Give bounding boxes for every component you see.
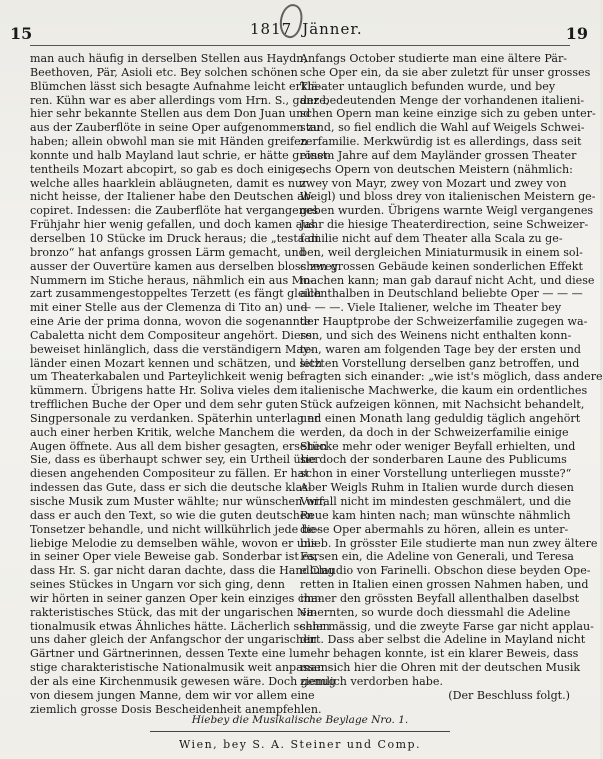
text-line: sche Oper ein, da sie aber zuletzt für unser grosses xyxy=(300,65,591,79)
imprint: Wien, bey S. A. Steiner und Comp. xyxy=(178,738,422,751)
text-line: Reue kam hinten nach; man wünschte nähmlich xyxy=(300,508,571,522)
text-line: indessen das Gute, dass er sich die deutsche klas- xyxy=(30,481,312,495)
text-line: tionalmusik etwas Ähnliches hätte. Lächerlich schien xyxy=(30,619,330,633)
text-line: einernten, so wurde doch diessmahl die Adeline xyxy=(300,605,571,619)
text-line: der Hauptprobe der Schweizerfamilie zugegen wa- xyxy=(300,315,588,329)
text-line: Blümchen lässt sich besagte Aufnahme leicht erklä- xyxy=(30,79,322,93)
text-line: — — —. Viele Italiener, welche im Theater bey xyxy=(300,301,562,315)
text-line: Singpersonale zu verdanken. Späterhin unterlag er xyxy=(30,411,320,425)
text-line: werden, da doch in der Schweizerfamilie einige xyxy=(300,425,569,439)
text-line: Gärtner und Gärtnerinnen, dessen Texte eine lu- xyxy=(30,647,304,661)
text-line: ziemlich verdorben habe. xyxy=(300,674,443,688)
text-line: bronzo“ hat anfangs grossen Lärm gemacht, und xyxy=(30,245,306,259)
text-line: mehr behagen konnte, ist ein klarer Beweis, dass xyxy=(300,647,579,661)
text-line: Farsen ein, die Adeline von Generali, und Teresa xyxy=(300,550,574,564)
text-line: man auch häufig in derselben Stellen aus Haydn, xyxy=(30,52,307,65)
text-line: Tonsetzer behandle, und nicht willkührlich jede be- xyxy=(30,522,320,536)
text-line: Aber Weigls Ruhm in Italien wurde durch diesen xyxy=(300,481,574,495)
text-line: ben, weil dergleichen Miniaturmusik in einem sol- xyxy=(300,245,583,259)
text-line: Cabaletta nicht dem Compositeur angehört. Diess xyxy=(30,328,312,342)
text-line: ren, und sich des Weinens nicht enthalten konn- xyxy=(300,328,572,342)
closing-note: (Der Beschluss folgt.) xyxy=(448,688,570,702)
footer-note: Hiebey die Musikalische Beylage Nro. 1. xyxy=(191,714,409,726)
text-line: zwey von Mayr, zwey von Mozart und zwey von xyxy=(300,176,567,190)
text-line: chen grossen Gebäude keinen sonderlichen Effekt xyxy=(300,259,583,273)
text-line: nicht heisse, der Italiener habe den Deutschen ab- xyxy=(30,190,315,204)
text-line: familie nicht auf dem Theater alla Scala zu ge- xyxy=(300,231,563,245)
text-line: um Theaterkabalen und Parteylichkeit wenig be- xyxy=(30,370,305,384)
text-line: Sie, dass es überhaupt schwer sey, ein Urtheil über xyxy=(30,453,320,467)
text-line: geben wurden. Übrigens warnte Weigl vergangenes xyxy=(300,204,594,218)
text-line: dass Hr. S. gar nicht daran dachte, dass die Handlung xyxy=(30,564,335,578)
text-line: sechs Opern von deutschen Meistern (nähmlich: xyxy=(300,162,573,176)
header-rule xyxy=(30,45,570,46)
text-line: retten in Italien einen grossen Nahmen haben, und xyxy=(300,578,589,592)
text-line: ausser der Ouvertüre kamen aus derselben bloss zwey xyxy=(30,259,339,273)
page-number-right: 19 xyxy=(565,24,588,43)
page-number-left: 15 xyxy=(10,24,33,43)
text-line: diese Oper abermahls zu hören, allein es unter- xyxy=(300,522,569,536)
text-line: einem Jahre auf dem Mayländer grossen Theater xyxy=(300,148,577,162)
text-line: konnte und halb Mayland laut schrie, er hätte grösst- xyxy=(30,148,331,162)
text-line: trefflichen Buche der Oper und dem sehr guten xyxy=(30,398,299,412)
text-line: stige charakteristische Nationalmusik weit anpassen- xyxy=(30,661,332,675)
text-line: Stück aufzeigen können, mit Nachsicht behandelt, xyxy=(300,398,585,412)
text-line: Frühjahr hier wenig gefallen, und doch kamen aus xyxy=(30,218,316,232)
text-line: schen Opern man keine einzige sich zu geben unter- xyxy=(300,107,596,121)
text-line: Vorfall nicht im mindesten geschmälert, und die xyxy=(300,495,572,508)
text-line: dass er auch den Text, so wie die guten deutschen xyxy=(30,508,314,522)
text-line: e Claudio von Farinelli. Obschon diese beyden Ope- xyxy=(300,564,591,578)
text-line: ziemlich grosse Dosis Bescheidenheit anempfehlen. xyxy=(30,702,322,716)
text-line: wir hörten in seiner ganzen Oper kein einziges cha- xyxy=(30,591,322,605)
text-line: auch einer herben Kritik, welche Manchem die xyxy=(30,425,295,439)
text-line: immer den grössten Beyfall allenthalben daselbst xyxy=(300,591,580,605)
text-line: derselben 10 Stücke im Druck heraus; die „testa di xyxy=(30,231,319,245)
text-line: Jahr die hiesige Theaterdirection, seine Schweizer- xyxy=(300,218,589,232)
text-line: haben; allein obwohl man sie mit Händen greifen xyxy=(30,135,308,149)
text-line: diesen angehenden Compositeur zu fällen. Er hat xyxy=(30,467,309,481)
text-line: tentheils Mozart abcopirt, so gab es doch einige, xyxy=(30,162,306,176)
text-line: zart zusammengestoppeltes Terzett (es fängt gleich xyxy=(30,287,322,301)
page-header xyxy=(0,2,600,42)
text-line: Theater untauglich befunden wurde, und bey xyxy=(300,79,556,93)
text-line: länder einen Mozart kennen und schätzen, und sich xyxy=(30,356,323,370)
text-line: eine Arie der prima donna, wovon die sogenannte xyxy=(30,315,311,329)
text-line: blieb. In grösster Eile studierte man nun zwey ältere xyxy=(300,536,598,550)
text-line: stand, so fiel endlich die Wahl auf Weigels Schwei- xyxy=(300,121,585,135)
text-line: ten, waren am folgenden Tage bey der ersten und xyxy=(300,342,581,356)
text-line: italienische Machwerke, die kaum ein ordentliches xyxy=(300,384,588,398)
text-line: dirt. Dass aber selbst die Adeline in Mayland nicht xyxy=(300,633,586,647)
text-line: und einen Monath lang geduldig täglich angehört xyxy=(300,411,581,425)
text-line: beweiset hinlänglich, dass die verständigern May- xyxy=(30,342,313,356)
text-line: seines Stückes in Ungarn vor sich ging, denn xyxy=(30,578,285,592)
text-line: letzten Vorstellung derselben ganz betroffen, und xyxy=(300,356,580,370)
text-line: liebige Melodie zu demselben wähle, wovon er uns xyxy=(30,536,317,550)
text-line: zerfamilie. Merkwürdig ist es allerdings, dass seit xyxy=(300,135,582,149)
text-line: welche alles haarklein abläugneten, damit es nur xyxy=(30,176,308,190)
text-line: sie doch der sonderbaren Laune des Publicums xyxy=(300,453,567,467)
left-column xyxy=(30,52,339,717)
text-line: in seiner Oper viele Beweise gab. Sonderbar ist es, xyxy=(30,550,319,564)
text-line: Nummern im Stiche heraus, nähmlich ein aus Mo- xyxy=(30,273,314,287)
right-column xyxy=(300,52,603,703)
header-date xyxy=(250,20,363,38)
text-line: hier sehr bekannte Stellen aus dem Don Juan und xyxy=(30,107,311,121)
text-line: fragten sich einander: „wie ist's möglich, dass andere xyxy=(300,370,603,384)
footer-rule xyxy=(150,731,450,732)
header-year: 1817 xyxy=(250,20,293,38)
text-line: sehr mässig, und die zweyte Farse gar nicht applau- xyxy=(300,619,594,633)
text-line: Weigl) und bloss drey von italienischen Meistern ge- xyxy=(300,190,596,204)
text-line: Beethoven, Pär, Asioli etc. Bey solchen schönen xyxy=(30,65,298,79)
text-line: allenthalben in Deutschland beliebte Oper — — — xyxy=(300,287,583,301)
text-line: schon in einer Vorstellung unterliegen musste?“ xyxy=(300,467,572,481)
text-line: ren. Kühn war es aber allerdings vom Hrn. S., ganze, xyxy=(30,93,330,107)
text-line: mit einer Stelle aus der Clemenza di Tito an) und xyxy=(30,301,308,315)
text-line: sische Musik zum Muster wählte; nur wünschen wir, xyxy=(30,495,327,508)
text-line: man sich hier die Ohren mit der deutschen Musik xyxy=(300,661,581,675)
header-month: Jänner. xyxy=(302,20,363,38)
text-line: Augen öffnete. Aus all dem bisher gesagten, ersehen xyxy=(30,439,328,453)
text-line: machen kann; man gab darauf nicht Acht, und diese xyxy=(300,273,595,287)
text-line: Stücke mehr oder weniger Beyfall erhielten, und xyxy=(300,439,576,453)
text-line: kümmern. Übrigens hatte Hr. Soliva vieles dem xyxy=(30,384,298,398)
text-line: der bedeutenden Menge der vorhandenen italieni- xyxy=(300,93,585,107)
text-line: copiret. Indessen: die Zauberflöte hat vergangenes xyxy=(30,204,319,218)
text-line: uns daher gleich der Anfangschor der ungarischen xyxy=(30,633,317,647)
text-line: rakteristisches Stück, das mit der ungarischen Na- xyxy=(30,605,317,619)
text-line: von diesem jungen Manne, dem wir vor allem eine xyxy=(30,688,315,702)
text-line: Anfangs October studierte man eine ältere Pär- xyxy=(300,52,568,65)
text-line: der als eine Kirchenmusik gewesen wäre. Doch genug xyxy=(30,674,336,688)
text-line: aus der Zauberflöte in seine Oper aufgenommen zu xyxy=(30,121,321,135)
